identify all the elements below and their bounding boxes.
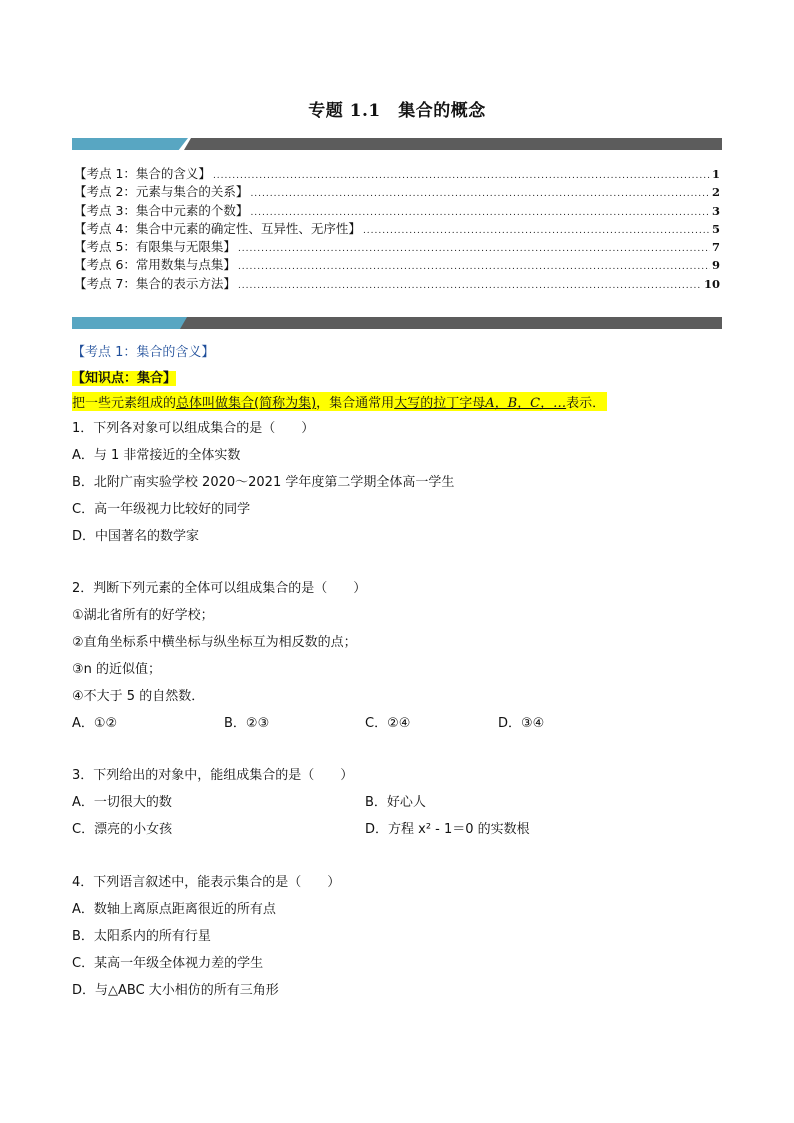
toc-entry-page: 7 <box>711 240 720 255</box>
question-stem: 3．下列给出的对象中，能组成集合的是（ ） <box>72 768 354 783</box>
toc-entry[interactable] <box>74 165 720 183</box>
toc-entry-page: 5 <box>711 221 720 236</box>
toc-entry-page: 3 <box>711 203 720 218</box>
answer-option[interactable]: A．与 1 非常接近的全体实数 <box>72 448 241 463</box>
answer-option[interactable]: D．方程 x² - 1＝0 的实数根 <box>365 822 530 837</box>
definition-underlined: 大写的拉丁字母 <box>394 396 486 411</box>
definition-letters: A，B，C，… <box>485 396 567 411</box>
toc-entry-label: 【考点 6：常用数集与点集】 <box>74 257 236 273</box>
answer-option[interactable]: B．②③ <box>224 716 270 731</box>
answer-option[interactable]: B．北附广南实验学校 2020～2021 学年度第二学期全体高一学生 <box>72 475 455 490</box>
header-divider-bar <box>72 138 722 150</box>
toc-entry[interactable] <box>74 220 720 238</box>
answer-option[interactable]: A．数轴上离原点距离很近的所有点 <box>72 902 276 917</box>
toc-leader-dots <box>363 222 710 240</box>
section-heading: 【考点 1：集合的含义】 <box>72 345 215 360</box>
toc-entry[interactable] <box>74 256 720 274</box>
toc-entry-label: 【考点 1：集合的含义】 <box>74 166 211 181</box>
divider-accent <box>72 317 192 329</box>
definition-part: 把一些元素组成的 <box>72 396 177 411</box>
toc-entry-label: 【考点 4：集合中元素的确定性、互异性、无序性】 <box>74 220 361 236</box>
toc-entry[interactable] <box>74 183 720 201</box>
answer-option[interactable]: C．高一年级视力比较好的同学 <box>72 502 251 517</box>
question-stem: 2．判断下列元素的全体可以组成集合的是（ ） <box>72 581 367 596</box>
toc-entry-label: 【考点 3：集合中元素的个数】 <box>74 202 249 218</box>
toc-leader-dots <box>238 240 710 258</box>
question-stem: 1．下列各对象可以组成集合的是（ ） <box>72 421 315 436</box>
answer-option[interactable]: C．漂亮的小女孩 <box>72 822 173 837</box>
question-item: ④不大于 5 的自然数． <box>72 689 205 704</box>
page-title: 专题 1.1 集合的概念 <box>308 101 486 121</box>
question-item: ②直角坐标系中横坐标与纵坐标互为相反数的点； <box>72 635 357 650</box>
answer-option[interactable]: D．③④ <box>498 716 545 731</box>
table-of-contents <box>74 165 720 293</box>
answer-option[interactable]: B．好心人 <box>365 795 426 810</box>
toc-leader-dots <box>213 167 710 185</box>
answer-option[interactable]: C．某高一年级全体视力差的学生 <box>72 956 264 971</box>
toc-entry-label: 【考点 7：集合的表示方法】 <box>74 275 236 291</box>
answer-option[interactable]: D．与△ABC 大小相仿的所有三角形 <box>72 983 279 998</box>
definition-part: ，集合通常用 <box>316 396 395 411</box>
toc-leader-dots <box>238 277 702 295</box>
toc-entry-label: 【考点 5：有限集与无限集】 <box>74 239 236 255</box>
divider-body <box>184 138 722 150</box>
divider-accent <box>72 138 188 150</box>
divider-body <box>180 317 722 329</box>
toc-leader-dots <box>238 258 710 276</box>
knowledge-label-text: 【知识点：集合】 <box>72 371 177 386</box>
section-divider-bar <box>72 317 722 329</box>
toc-entry[interactable] <box>74 238 720 256</box>
definition-part: 表示． <box>566 396 606 411</box>
question-item: ①湖北省所有的好学校； <box>72 608 214 623</box>
answer-option[interactable]: C．②④ <box>365 716 411 731</box>
question-stem: 4．下列语言叙述中，能表示集合的是（ ） <box>72 875 341 890</box>
knowledge-definition <box>72 392 607 411</box>
toc-entry-label: 【考点 2：元素与集合的关系】 <box>74 184 249 200</box>
toc-leader-dots <box>250 185 710 203</box>
toc-entry-page: 10 <box>703 276 720 291</box>
answer-option[interactable]: D．中国著名的数学家 <box>72 529 200 544</box>
toc-entry[interactable] <box>74 275 720 293</box>
knowledge-label <box>72 367 176 386</box>
question-item: ③n 的近似值； <box>72 662 162 677</box>
toc-entry-page: 1 <box>711 167 720 181</box>
toc-entry[interactable] <box>74 202 720 220</box>
toc-entry-page: 9 <box>711 258 720 273</box>
answer-option[interactable]: A．①② <box>72 716 118 731</box>
answer-option[interactable]: B．太阳系内的所有行星 <box>72 929 211 944</box>
toc-entry-page: 2 <box>711 185 720 200</box>
answer-option[interactable]: A．一切很大的数 <box>72 795 172 810</box>
definition-underlined: 总体叫做集合(简称为集) <box>176 396 317 411</box>
